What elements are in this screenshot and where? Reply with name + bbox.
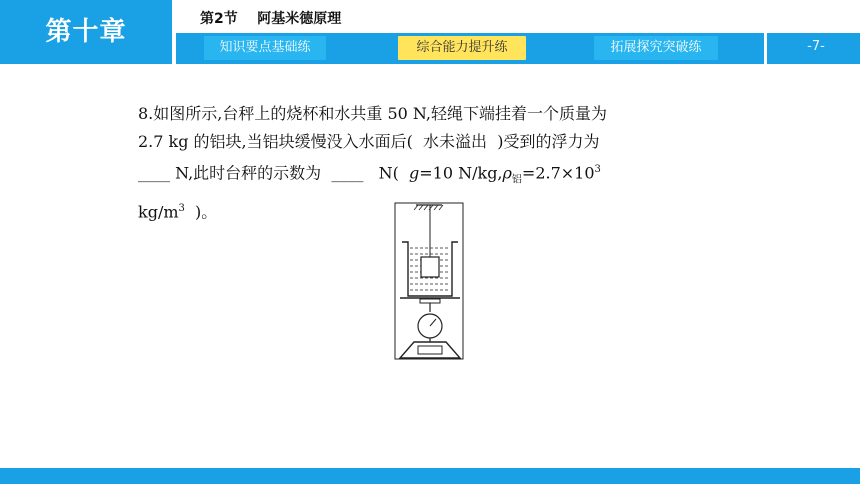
question-line-3: [138, 156, 738, 195]
question-line-4a: kg/m: [138, 201, 179, 221]
tab-bar: [176, 33, 860, 64]
question-line-4b: )。: [184, 201, 218, 221]
tab-label: 拓展探究突破练: [610, 40, 702, 55]
tab-extension-practice[interactable]: [594, 36, 718, 60]
page-number: -7-: [807, 39, 825, 54]
question-line-3b: =10 N/kg,: [419, 163, 503, 183]
section-title: 第2节 阿基米德原理: [200, 11, 342, 27]
question-line-3c: =2.7×10: [521, 163, 595, 183]
question-line-1: 8.如图所示,台秤上的烧杯和水共重 50 N,轻绳下端挂着一个质量为: [138, 104, 607, 123]
question-line-2: 2.7 kg 的铝块,当铝块缓慢没入水面后( 水未溢出 )受到的浮力为: [138, 132, 600, 151]
tab-basic-practice[interactable]: [204, 36, 326, 60]
tab-label: 知识要点基础练: [219, 40, 311, 55]
rho-subscript: 铝: [511, 174, 522, 186]
scale-beaker-figure: [394, 202, 464, 360]
divider: [764, 33, 767, 64]
chapter-title: 第十章: [0, 0, 172, 64]
tab-comprehensive-practice[interactable]: [398, 36, 526, 60]
tab-label: 综合能力提升练: [416, 40, 508, 55]
section-header: [176, 0, 860, 33]
footer-bar: [0, 468, 860, 484]
exponent-3: 3: [594, 164, 601, 175]
g-symbol: g: [409, 163, 420, 183]
question-line-3a: ____ N,此时台秤的示数为 ____ N(: [138, 163, 409, 183]
rho-symbol: ρ: [502, 163, 512, 183]
unit-exponent: 3: [178, 202, 185, 214]
